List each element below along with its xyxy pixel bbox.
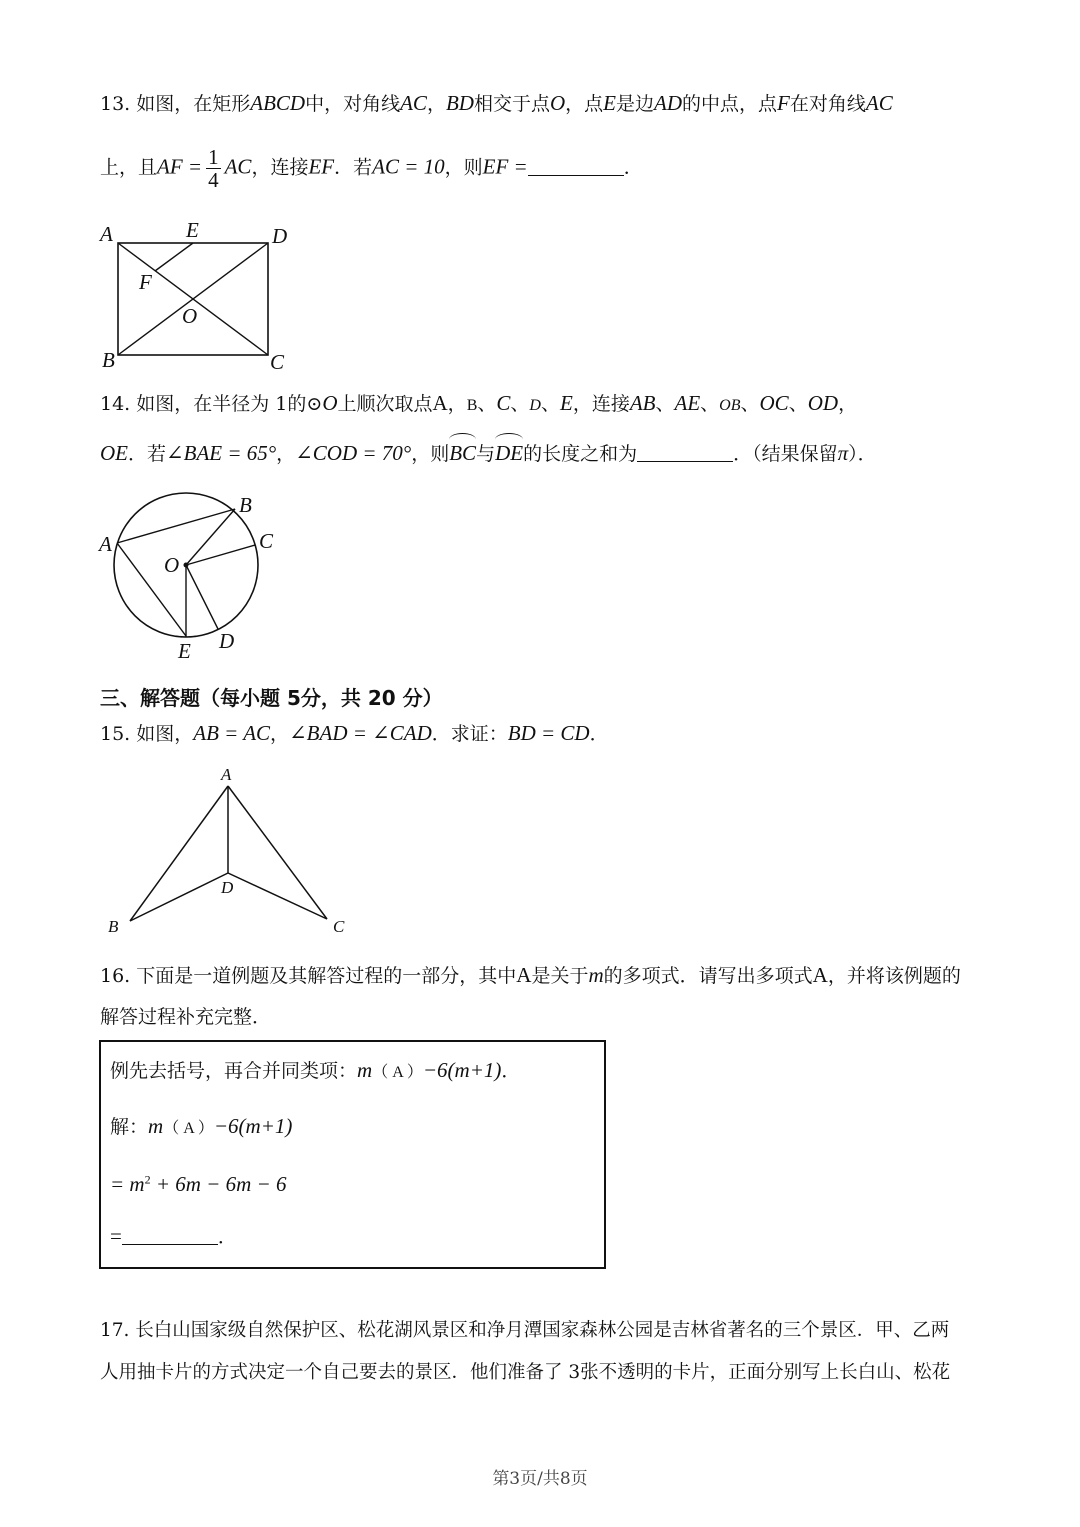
radius-od bbox=[186, 565, 218, 629]
label-a: A bbox=[221, 765, 232, 784]
label-d: D bbox=[272, 224, 288, 248]
label-d: D bbox=[221, 878, 234, 897]
answer-blank[interactable] bbox=[528, 157, 624, 176]
q17-line1: 17. 长白山国家级自然保护区、松花湖风景区和净月潭国家森林公园是吉林省著名的三个景区．甲、乙两 bbox=[100, 1320, 950, 1341]
q17-line2: 人用抽卡片的方式决定一个自己要去的景区．他们准备了 3张不透明的卡片，正面分别写上长白山、松花 bbox=[100, 1362, 951, 1383]
circle-symbol: ⊙ bbox=[306, 393, 323, 415]
label-o: O bbox=[182, 304, 198, 328]
q16-line2: 解答过程补充完整． bbox=[100, 1006, 272, 1028]
arc-de: DE bbox=[495, 441, 524, 465]
q15-line1: 15. 如图，AB = AC，∠BAD = ∠CAD．求证：BD = CD． bbox=[100, 721, 609, 745]
radius-ob bbox=[186, 509, 235, 565]
example-box bbox=[99, 1040, 606, 1269]
segment-ef bbox=[155, 243, 193, 271]
label-e: E bbox=[186, 218, 199, 242]
q13-line1: 13. 如图，在矩形ABCD中，对角线AC，BD相交于点O，点E是边AD的中点，点F在对角线AC bbox=[100, 91, 893, 115]
label-b: B bbox=[108, 917, 119, 936]
label-e: E bbox=[178, 639, 191, 663]
q14-line1: 14. 如图，在半径为 1的⊙O上顺次取点A，B、C、D、E，连接AB、AE、OB、OC、OD， bbox=[100, 391, 858, 415]
label-o: O bbox=[164, 553, 180, 577]
label-b: B bbox=[102, 348, 115, 372]
box-line2: 解：m（ A ）−6(m+1) bbox=[110, 1114, 293, 1138]
segment-cd bbox=[228, 873, 327, 919]
label-a: A bbox=[99, 532, 112, 556]
answer-blank[interactable] bbox=[637, 443, 733, 462]
box-line3: = $m^2 + 6m - 6m - 6$ bbox=[110, 1172, 287, 1196]
radius-oc bbox=[186, 545, 255, 565]
segment-ab bbox=[130, 786, 228, 921]
arc-bc: BC bbox=[449, 441, 477, 465]
q16-line1: 16. 下面是一道例题及其解答过程的一部分，其中A是关于m的多项式．请写出多项式A，并将该例题的 bbox=[100, 963, 961, 987]
q14-line2: OE．若∠BAE = 65°，∠COD = 70°，则BC与DE的长度之和为 ．（结果保留π）． bbox=[100, 441, 877, 465]
center-point bbox=[184, 563, 189, 568]
q13-rectangle-figure bbox=[95, 215, 305, 375]
segment-bd bbox=[130, 873, 228, 921]
q15-triangle-figure bbox=[100, 762, 360, 942]
q14-circle-figure bbox=[95, 488, 310, 668]
label-c: C bbox=[270, 350, 285, 374]
label-d: D bbox=[219, 629, 235, 653]
answer-blank[interactable] bbox=[122, 1226, 218, 1245]
label-b: B bbox=[239, 493, 252, 517]
section-heading: 三、解答题（每小题 5分，共 20 分） bbox=[100, 686, 443, 710]
label-a: A bbox=[100, 222, 113, 246]
page-footer: 第3页/共8页 bbox=[492, 1469, 588, 1489]
label-c: C bbox=[259, 529, 274, 553]
fraction-one-quarter: $\frac{1}{4}$ bbox=[208, 145, 219, 192]
box-line4: = ． bbox=[110, 1224, 237, 1248]
label-f: F bbox=[139, 270, 152, 294]
q13-line2: 上，且AF = $\frac{1}{4}$ AC，连接EF．若AC = 10，则EF = ． bbox=[100, 145, 643, 192]
box-line1: 例先去括号，再合并同类项：m（ A ）−6(m+1)． bbox=[110, 1058, 521, 1082]
segment-ac bbox=[228, 786, 327, 919]
label-c: C bbox=[333, 917, 345, 936]
